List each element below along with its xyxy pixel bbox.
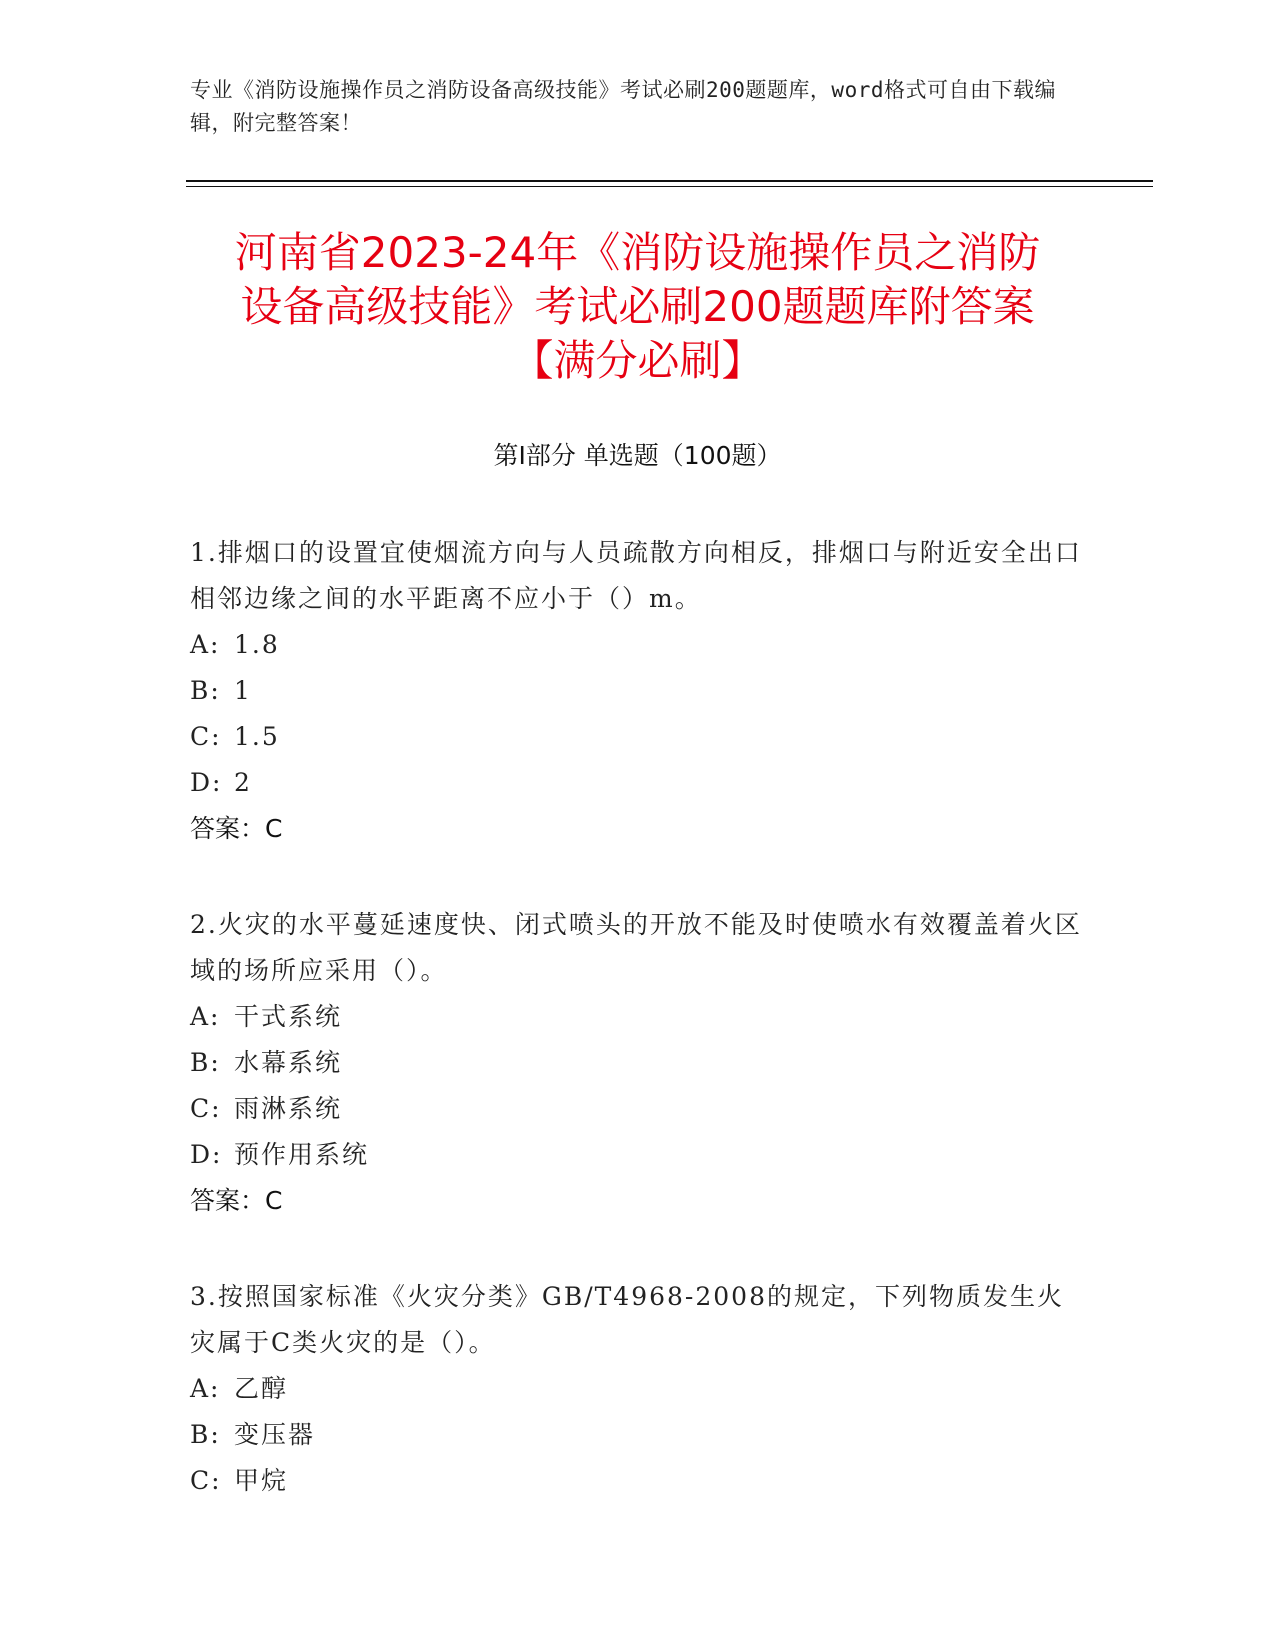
option-b xyxy=(190,1040,1090,1086)
question-3 xyxy=(190,1274,1090,1504)
option-c xyxy=(190,1458,1090,1504)
option-d xyxy=(190,1132,1090,1178)
option-a xyxy=(190,1366,1090,1412)
title-line-3: 【满分必刷】 xyxy=(511,336,764,385)
option-text: 雨淋系统 xyxy=(234,1094,343,1123)
option-key: A: xyxy=(190,630,221,659)
question-list xyxy=(190,530,1090,1554)
header-divider-thick xyxy=(186,180,1153,182)
section-heading: 第Ⅰ部分 单选题（100题） xyxy=(493,441,782,470)
header-note: 专业《消防设施操作员之消防设备高级技能》考试必刷200题题库，word格式可自由下载编辑，附完整答案！ xyxy=(190,78,1056,135)
title-line-1: 河南省2023-24年《消防设施操作员之消防 xyxy=(234,228,1041,277)
option-d xyxy=(190,760,1090,806)
header-divider-thin xyxy=(186,186,1153,187)
option-key: C: xyxy=(190,722,222,751)
option-key: B: xyxy=(190,1048,221,1077)
option-c xyxy=(190,714,1090,760)
option-text: 乙醇 xyxy=(234,1374,289,1403)
option-key: A: xyxy=(190,1374,221,1403)
option-text: 2 xyxy=(234,768,252,797)
option-b xyxy=(190,1412,1090,1458)
option-key: C: xyxy=(190,1094,222,1123)
answer-line: 答案：C xyxy=(190,1186,283,1215)
option-key: D: xyxy=(190,1140,223,1169)
document-title xyxy=(170,226,1105,388)
option-key: B: xyxy=(190,676,221,705)
option-text: 预作用系统 xyxy=(234,1140,370,1169)
answer-line: 答案：C xyxy=(190,814,283,843)
question-stem: 3.按照国家标准《火灾分类》GB/T4968-2008的规定，下列物质发生火灾属于C类火灾的是（）。 xyxy=(190,1282,1064,1357)
option-key: D: xyxy=(190,768,223,797)
option-a xyxy=(190,994,1090,1040)
question-2 xyxy=(190,902,1090,1224)
option-text: 干式系统 xyxy=(234,1002,343,1031)
option-text: 1 xyxy=(234,676,252,705)
option-key: A: xyxy=(190,1002,221,1031)
option-key: B: xyxy=(190,1420,221,1449)
option-c xyxy=(190,1086,1090,1132)
option-a xyxy=(190,622,1090,668)
question-stem: 2.火灾的水平蔓延速度快、闭式喷头的开放不能及时使喷水有效覆盖着火区域的场所应采用（）。 xyxy=(190,910,1082,985)
option-text: 水幕系统 xyxy=(234,1048,343,1077)
option-key: C: xyxy=(190,1466,222,1495)
option-text: 1.8 xyxy=(234,630,280,659)
option-text: 1.5 xyxy=(234,722,280,751)
option-text: 甲烷 xyxy=(234,1466,289,1495)
title-line-2: 设备高级技能》考试必刷200题题库附答案 xyxy=(240,282,1035,331)
option-text: 变压器 xyxy=(234,1420,316,1449)
question-stem: 1.排烟口的设置宜使烟流方向与人员疏散方向相反，排烟口与附近安全出口相邻边缘之间的水平距离不应小于（）m。 xyxy=(190,538,1082,613)
question-1 xyxy=(190,530,1090,852)
option-b xyxy=(190,668,1090,714)
